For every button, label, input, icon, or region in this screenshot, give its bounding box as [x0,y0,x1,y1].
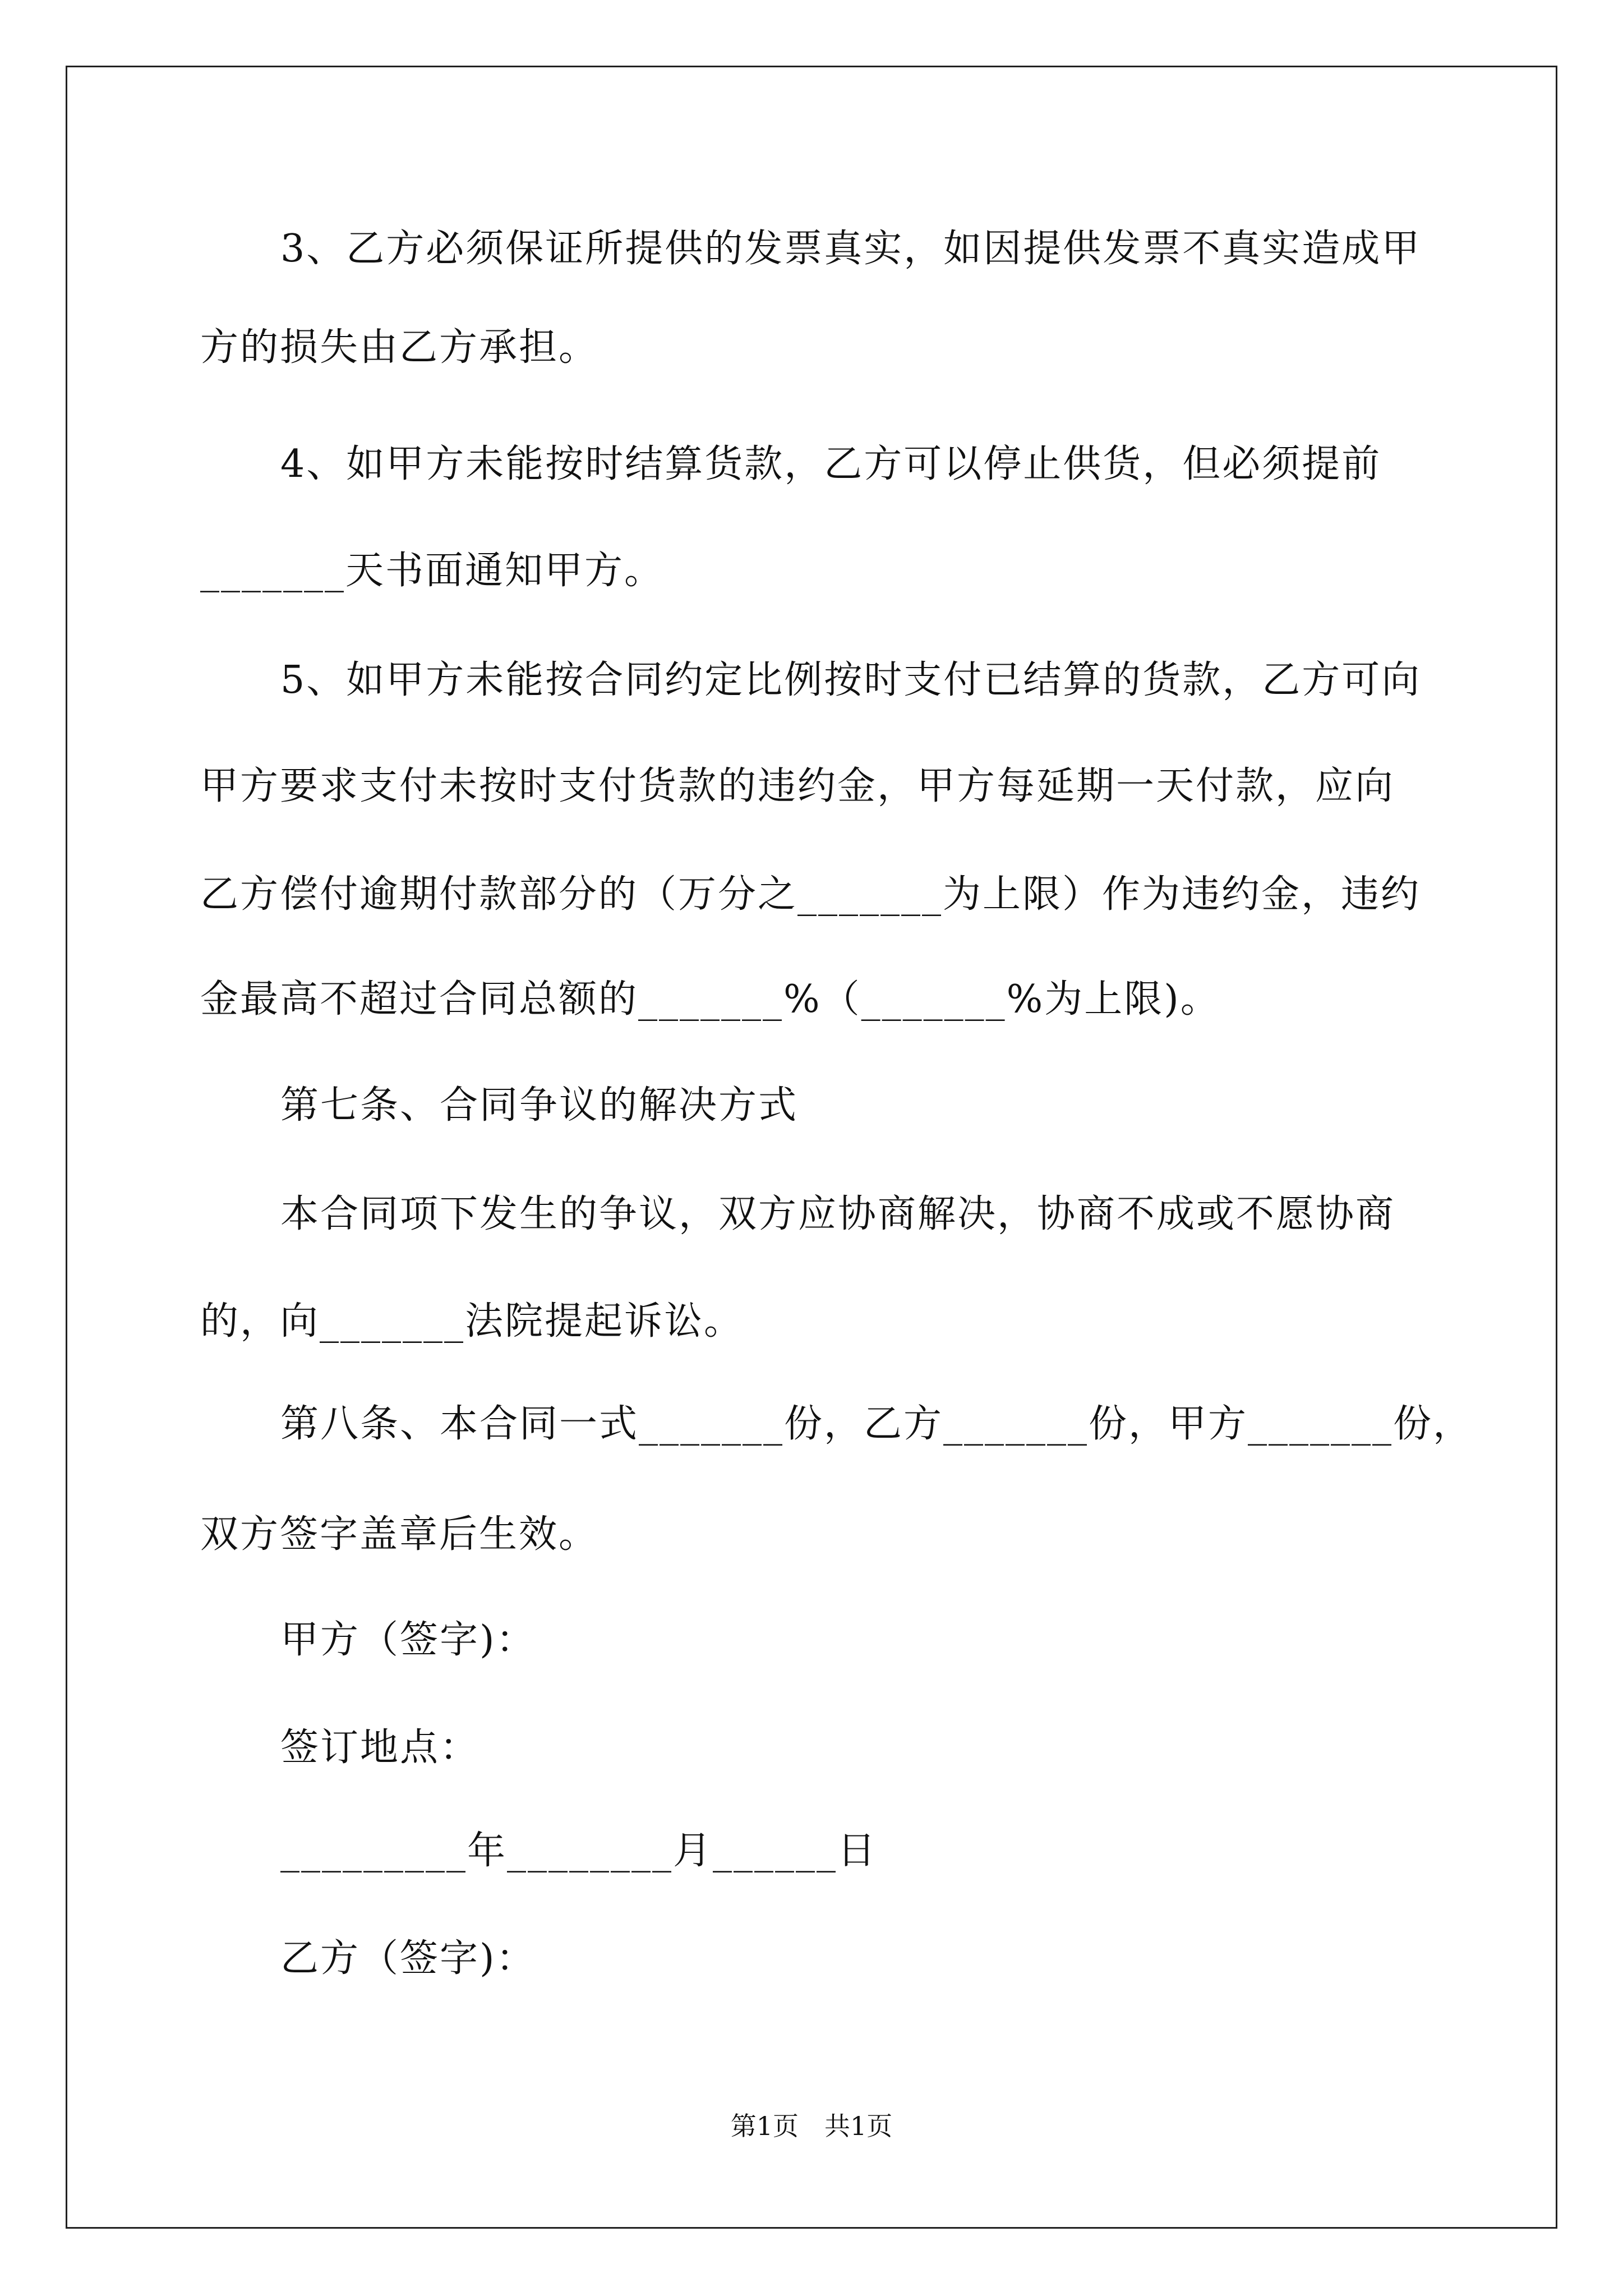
signing-date: _________年________月______日 [280,1829,878,1873]
clause-4-line-1: 4、如甲方未能按时结算货款，乙方可以停止供货，但必须提前 [280,442,1382,486]
clause-5-line-1: 5、如甲方未能按合同约定比例按时支付已结算的货款，乙方可向 [280,658,1422,702]
article-7-line-1: 本合同项下发生的争议，双方应协商解决，协商不成或不愿协商 [280,1192,1396,1236]
article-8-line-2: 双方签字盖章后生效。 [200,1512,599,1557]
signing-location: 签订地点： [280,1726,480,1770]
party-a-signature: 甲方（签字)： [280,1618,536,1662]
page-border [66,66,1557,2229]
clause-5-line-2: 甲方要求支付未按时支付货款的违约金，甲方每延期一天付款，应向 [200,764,1395,808]
article-8-line-1: 第八条、本合同一式_______份，乙方_______份，甲方_______份， [280,1402,1473,1446]
clause-5-line-4: 金最高不超过合同总额的_______%（_______%为上限)。 [200,977,1220,1022]
clause-3-line-2: 方的损失由乙方承担。 [200,325,599,370]
party-b-signature: 乙方（签字)： [280,1936,536,1981]
clause-4-line-2: _______天书面通知甲方。 [200,549,665,593]
clause-5-line-3: 乙方偿付逾期付款部分的（万分之_______为上限）作为违约金，违约 [200,872,1421,917]
page-number: 第1页 共1页 [730,2111,893,2141]
article-7-line-2: 的，向_______法院提起诉讼。 [200,1299,744,1343]
clause-3-line-1: 3、乙方必须保证所提供的发票真实，如因提供发票不真实造成甲 [280,227,1422,271]
article-7-heading: 第七条、合同争议的解决方式 [280,1083,799,1128]
